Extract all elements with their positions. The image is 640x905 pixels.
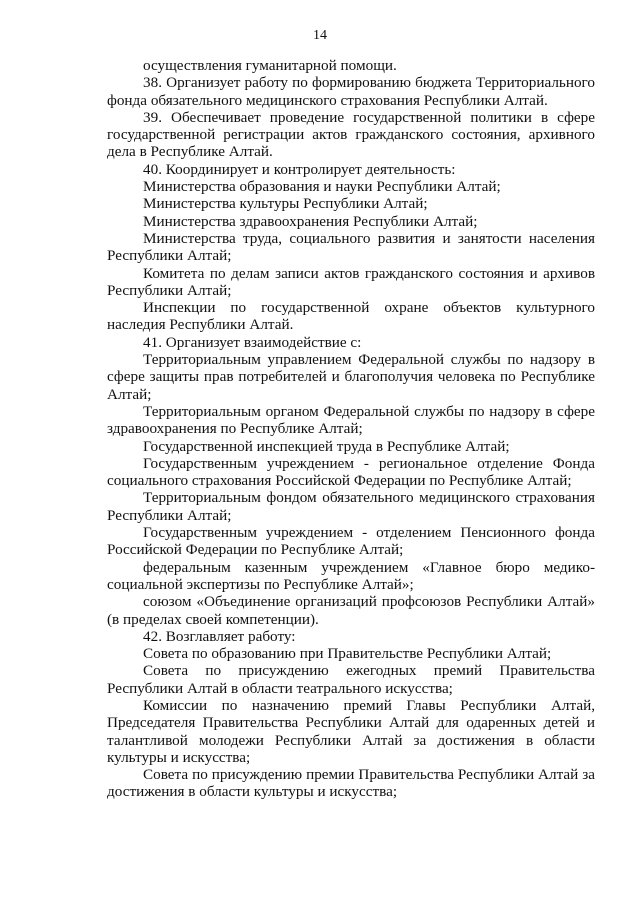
paragraph: 39. Обеспечивает проведение государственной политики в сфере государственной регистрации актов гражданского состояния, архивного дела в Республике Алтай. xyxy=(107,108,595,161)
paragraph: Министерства здравоохранения Республики Алтай; xyxy=(143,212,478,230)
paragraph: 41. Организует взаимодействие с: xyxy=(143,333,362,351)
paragraph: Государственным учреждением - региональное отделение Фонда социального страхования Российской Федерации по Республике Алтай; xyxy=(107,454,595,490)
document-body xyxy=(107,57,595,801)
paragraph: Инспекции по государственной охране объектов культурного наследия Республики Алтай. xyxy=(107,299,595,334)
paragraph: Комитета по делам записи актов гражданского состояния и архивов Республики Алтай; xyxy=(107,264,595,299)
paragraph: Территориальным управлением Федеральной службы по надзору в сфере защиты прав потребителей и благополучия человека по Республике Алтай; xyxy=(107,351,595,403)
paragraph: Совета по присуждению ежегодных премий Правительства Республики Алтай в области театрального искусства; xyxy=(107,662,595,697)
paragraph: Государственным учреждением - отделением Пенсионного фонда Российской Федерации по Республике Алтай; xyxy=(107,524,595,559)
paragraph: Министерства культуры Республики Алтай; xyxy=(143,195,428,213)
paragraph: Территориальным фондом обязательного медицинского страхования Республики Алтай; xyxy=(107,489,595,524)
paragraph: 42. Возглавляет работу: xyxy=(143,627,296,645)
page-number: 14 xyxy=(313,28,327,43)
paragraph: союзом «Объединение организаций профсоюзов Республики Алтай» (в пределах своей компетенции). xyxy=(107,593,595,628)
paragraph: Совета по присуждению премии Правительства Республики Алтай за достижения в области культуры и искусства; xyxy=(107,766,595,801)
paragraph: федеральным казенным учреждением «Главное бюро медико-социальной экспертизы по Республике Алтай»; xyxy=(107,558,595,593)
paragraph: Министерства труда, социального развития и занятости населения Республики Алтай; xyxy=(107,229,595,265)
paragraph: 40. Координирует и контролирует деятельность: xyxy=(143,160,456,178)
paragraph: 38. Организует работу по формированию бюджета Территориального фонда обязательного медицинского страхования Республики Алтай. xyxy=(107,74,595,109)
paragraph: Министерства образования и науки Республики Алтай; xyxy=(143,178,501,196)
paragraph: Территориальным органом Федеральной службы по надзору в сфере здравоохранения по Республике Алтай; xyxy=(107,402,595,438)
paragraph: Государственной инспекцией труда в Республике Алтай; xyxy=(143,437,510,455)
paragraph: осуществления гуманитарной помощи. xyxy=(143,57,397,74)
paragraph: Комиссии по назначению премий Главы Республики Алтай, Председателя Правительства Республики Алтай для одаренных детей и талантливой молодежи Республики Алтай за достижения в области культуры и искусства; xyxy=(107,696,595,766)
paragraph: Совета по образованию при Правительстве Республики Алтай; xyxy=(143,645,552,663)
